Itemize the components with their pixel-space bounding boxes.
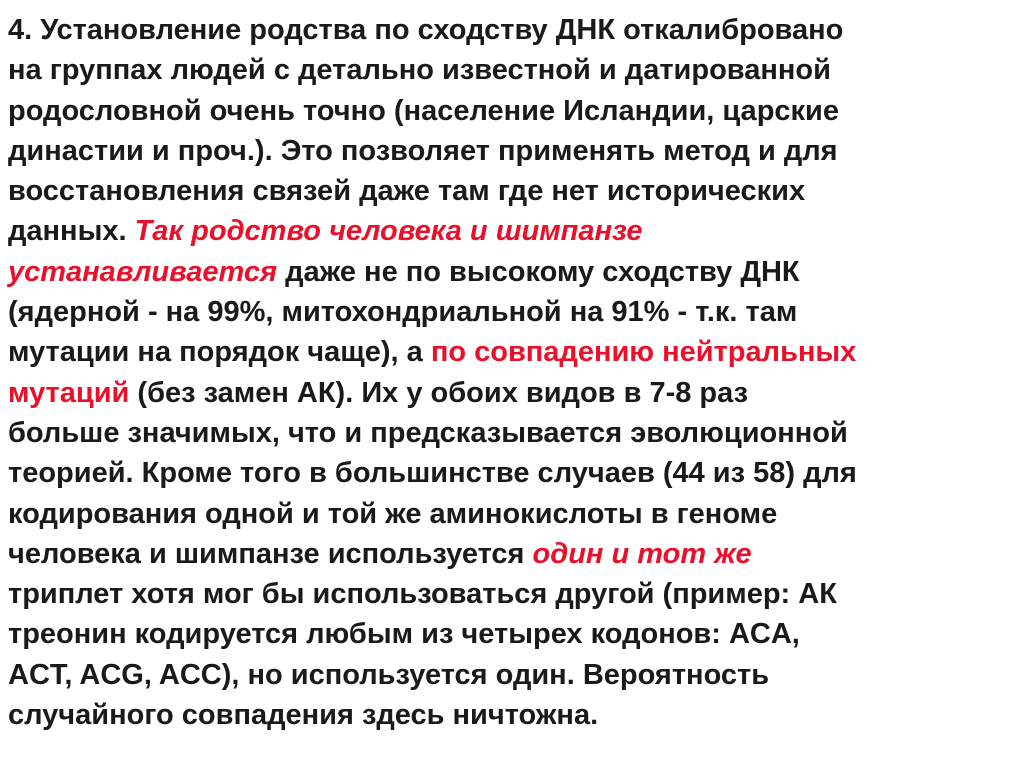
text-line xyxy=(8,614,1020,654)
text-segment: династии и проч.). Это позволяет применять метод и для xyxy=(8,134,838,167)
text-segment: на группах людей с детально известной и датированной xyxy=(8,54,831,87)
highlighted-italic-phrase: устанавливается xyxy=(8,255,278,288)
text-line xyxy=(8,211,1020,251)
text-segment: теорией. Кроме того в большинстве случаев (44 из 58) для xyxy=(8,457,857,490)
text-line xyxy=(8,413,1020,453)
text-segment: человека и шимпанзе используется xyxy=(8,537,533,570)
text-segment: данных. xyxy=(8,215,135,248)
text-line xyxy=(8,252,1020,292)
text-segment: восстановления связей даже там где нет исторических xyxy=(8,175,806,208)
text-segment: (без замен АК). Их у обоих видов в 7-8 раз xyxy=(129,376,749,409)
text-line xyxy=(8,373,1020,413)
text-line xyxy=(8,695,1020,735)
text-segment: мутации на порядок чаще), а xyxy=(8,336,431,369)
text-segment: кодирования одной и той же аминокислоты в геноме xyxy=(8,497,778,530)
text-line xyxy=(8,171,1020,211)
text-line xyxy=(8,453,1020,493)
text-line xyxy=(8,655,1020,695)
text-line xyxy=(8,10,1020,50)
text-segment: (ядерной - на 99%, митохондриальной на 91% - т.к. там xyxy=(8,296,798,329)
slide-body-text xyxy=(8,10,1020,735)
text-segment: родословной очень точно (население Исландии, царские xyxy=(8,94,840,127)
text-segment: даже не по высокому сходству ДНК xyxy=(277,255,800,288)
text-line xyxy=(8,91,1020,131)
highlighted-italic-phrase: один и тот же xyxy=(532,537,752,570)
text-line xyxy=(8,494,1020,534)
text-segment: треонин кодируется любым из четырех кодонов: ACA, xyxy=(8,618,800,651)
highlighted-phrase: мутаций xyxy=(8,376,130,409)
highlighted-italic-phrase: Так родство человека и шимпанзе xyxy=(134,215,643,248)
text-segment: больше значимых, что и предсказывается эволюционной xyxy=(8,416,848,449)
text-segment: случайного совпадения здесь ничтожна. xyxy=(8,699,599,732)
text-segment: 4. Установление родства по сходству ДНК откалибровано xyxy=(8,14,844,46)
text-line xyxy=(8,534,1020,574)
text-line xyxy=(8,50,1020,90)
text-segment: ACT, ACG, ACC), но используется один. Вероятность xyxy=(8,658,770,691)
text-line xyxy=(8,574,1020,614)
text-line xyxy=(8,292,1020,332)
text-line xyxy=(8,332,1020,372)
text-line xyxy=(8,131,1020,171)
highlighted-phrase: по совпадению нейтральных xyxy=(430,336,857,369)
text-segment: триплет хотя мог бы использоваться другой (пример: АК xyxy=(8,578,837,611)
